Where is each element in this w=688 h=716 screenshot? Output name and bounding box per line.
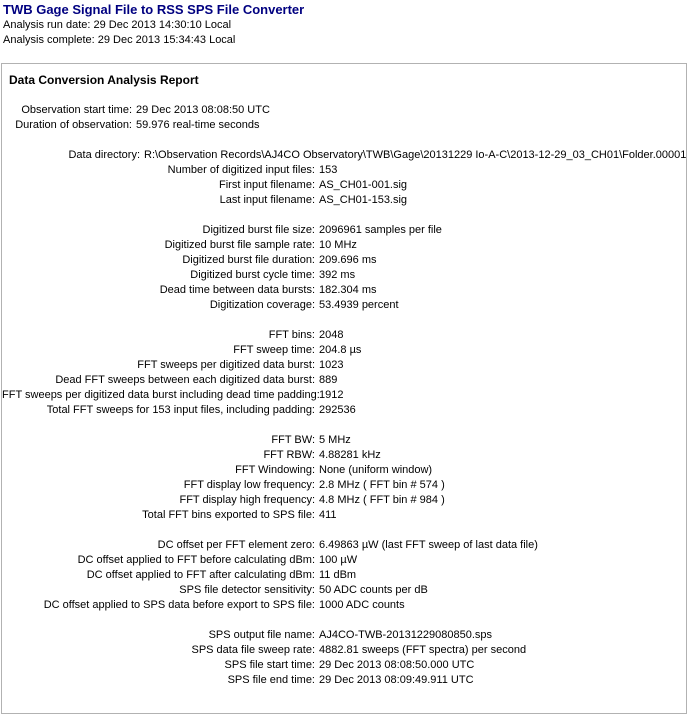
row-value: 4882.81 sweeps (FFT spectra) per second bbox=[319, 644, 527, 656]
report-row bbox=[2, 403, 686, 418]
report-row bbox=[2, 358, 686, 373]
row-label: FFT BW: bbox=[271, 434, 315, 446]
row-label: Last input filename: bbox=[219, 194, 315, 206]
section-gap bbox=[2, 418, 686, 433]
report-row bbox=[2, 553, 686, 568]
row-label: Digitized burst file duration: bbox=[182, 254, 315, 266]
row-label: FFT RBW: bbox=[263, 449, 315, 461]
section-gap bbox=[2, 208, 686, 223]
row-value: 29 Dec 2013 08:08:50 UTC bbox=[136, 104, 270, 116]
row-label: FFT sweeps per digitized data burst including dead time padding: bbox=[2, 389, 320, 401]
row-value: 889 bbox=[319, 374, 338, 386]
row-value: 1912 bbox=[319, 389, 344, 401]
row-value: 1000 ADC counts bbox=[319, 599, 405, 611]
report-row bbox=[2, 493, 686, 508]
row-label: FFT display low frequency: bbox=[183, 479, 315, 491]
row-label: FFT display high frequency: bbox=[179, 494, 315, 506]
row-label: Number of digitized input files: bbox=[167, 164, 315, 176]
row-label: Total FFT sweeps for 153 input files, including padding: bbox=[46, 404, 315, 416]
row-value: AS_CH01-001.sig bbox=[319, 179, 408, 191]
row-value: 2048 bbox=[319, 329, 344, 341]
row-label: Digitized burst file size: bbox=[202, 224, 315, 236]
row-value: 204.8 µs bbox=[319, 344, 362, 356]
report-heading: Data Conversion Analysis Report bbox=[9, 73, 199, 87]
report-row bbox=[2, 643, 686, 658]
report-row bbox=[2, 253, 686, 268]
row-value: 59.976 real-time seconds bbox=[136, 119, 260, 131]
row-value: 10 MHz bbox=[319, 239, 357, 251]
report-row bbox=[2, 628, 686, 643]
report-row bbox=[2, 598, 686, 613]
report-row bbox=[2, 373, 686, 388]
section-gap bbox=[2, 88, 686, 103]
row-value: 411 bbox=[319, 509, 337, 521]
report-row bbox=[2, 343, 686, 358]
row-label: SPS output file name: bbox=[208, 629, 315, 641]
report-row bbox=[2, 388, 686, 403]
row-label: Data directory: bbox=[68, 149, 140, 161]
row-value: AS_CH01-153.sig bbox=[319, 194, 408, 206]
section-gap bbox=[2, 613, 686, 628]
row-label: DC offset per FFT element zero: bbox=[157, 539, 315, 551]
row-label: SPS file detector sensitivity: bbox=[179, 584, 315, 596]
row-value: 2096961 samples per file bbox=[319, 224, 442, 236]
row-value: 2.8 MHz ( FFT bin # 574 ) bbox=[319, 479, 445, 491]
report-row bbox=[2, 538, 686, 553]
report-row bbox=[2, 568, 686, 583]
row-label: DC offset applied to FFT before calculating dBm: bbox=[77, 554, 315, 566]
report-row bbox=[2, 148, 686, 163]
row-label: FFT sweeps per digitized data burst: bbox=[137, 359, 315, 371]
row-label: FFT bins: bbox=[268, 329, 315, 341]
row-label: FFT sweep time: bbox=[233, 344, 315, 356]
report-row bbox=[2, 283, 686, 298]
report-row bbox=[2, 583, 686, 598]
row-label: Total FFT bins exported to SPS file: bbox=[142, 509, 315, 521]
row-value: 392 ms bbox=[319, 269, 356, 281]
report-row bbox=[2, 478, 686, 493]
analysis-run-date-line: Analysis run date: 29 Dec 2013 14:30:10 Local bbox=[3, 19, 232, 31]
row-value: 209.696 ms bbox=[319, 254, 377, 266]
app-title: TWB Gage Signal File to RSS SPS File Converter bbox=[3, 2, 305, 17]
row-value: 4.8 MHz ( FFT bin # 984 ) bbox=[319, 494, 445, 506]
row-value: 5 MHz bbox=[319, 434, 351, 446]
row-value: 153 bbox=[319, 164, 338, 176]
report-body bbox=[2, 88, 686, 688]
row-label: SPS file start time: bbox=[224, 659, 315, 671]
row-label: Digitized burst file sample rate: bbox=[164, 239, 315, 251]
section-gap bbox=[2, 133, 686, 148]
row-value: 50 ADC counts per dB bbox=[319, 584, 428, 596]
row-value: 53.4939 percent bbox=[319, 299, 399, 311]
report-row bbox=[2, 268, 686, 283]
report-row bbox=[2, 448, 686, 463]
report-row bbox=[2, 118, 686, 133]
report-row bbox=[2, 103, 686, 118]
row-value: 4.88281 kHz bbox=[319, 449, 381, 461]
row-value: 182.304 ms bbox=[319, 284, 377, 296]
row-value: 29 Dec 2013 08:09:49.911 UTC bbox=[319, 674, 474, 686]
report-panel bbox=[1, 63, 687, 714]
report-row bbox=[2, 508, 686, 523]
report-row bbox=[2, 298, 686, 313]
report-row bbox=[2, 223, 686, 238]
row-value: AJ4CO-TWB-20131229080850.sps bbox=[319, 629, 493, 641]
row-value: 1023 bbox=[319, 359, 344, 371]
row-label: Observation start time: bbox=[21, 104, 132, 116]
report-row bbox=[2, 193, 686, 208]
analysis-complete-line: Analysis complete: 29 Dec 2013 15:34:43 Local bbox=[3, 34, 236, 46]
row-value: 11 dBm bbox=[319, 569, 357, 581]
row-value: 292536 bbox=[319, 404, 356, 416]
row-value: 6.49863 µW (last FFT sweep of last data file) bbox=[319, 539, 538, 551]
row-value: 29 Dec 2013 08:08:50.000 UTC bbox=[319, 659, 475, 671]
row-label: SPS data file sweep rate: bbox=[191, 644, 315, 656]
row-label: First input filename: bbox=[219, 179, 315, 191]
report-row bbox=[2, 238, 686, 253]
report-row bbox=[2, 463, 686, 478]
section-gap bbox=[2, 523, 686, 538]
row-label: DC offset applied to SPS data before export to SPS file: bbox=[43, 599, 315, 611]
row-value: 100 µW bbox=[319, 554, 358, 566]
row-label: Dead FFT sweeps between each digitized data burst: bbox=[55, 374, 315, 386]
row-label: Digitization coverage: bbox=[209, 299, 315, 311]
report-row bbox=[2, 178, 686, 193]
report-row bbox=[2, 163, 686, 178]
row-label: FFT Windowing: bbox=[235, 464, 315, 476]
row-label: DC offset applied to FFT after calculating dBm: bbox=[86, 569, 315, 581]
row-value: R:\Observation Records\AJ4CO Observatory\TWB\Gage\20131229 Io-A-C\2013-12-29_03_CH01\Folder.00001 bbox=[144, 149, 687, 161]
row-label: Duration of observation: bbox=[15, 119, 132, 131]
report-row bbox=[2, 658, 686, 673]
row-label: Dead time between data bursts: bbox=[159, 284, 315, 296]
report-row bbox=[2, 433, 686, 448]
row-label: SPS file end time: bbox=[227, 674, 315, 686]
row-value: None (uniform window) bbox=[319, 464, 433, 476]
report-row bbox=[2, 328, 686, 343]
row-label: Digitized burst cycle time: bbox=[190, 269, 315, 281]
section-gap bbox=[2, 313, 686, 328]
report-row bbox=[2, 673, 686, 688]
